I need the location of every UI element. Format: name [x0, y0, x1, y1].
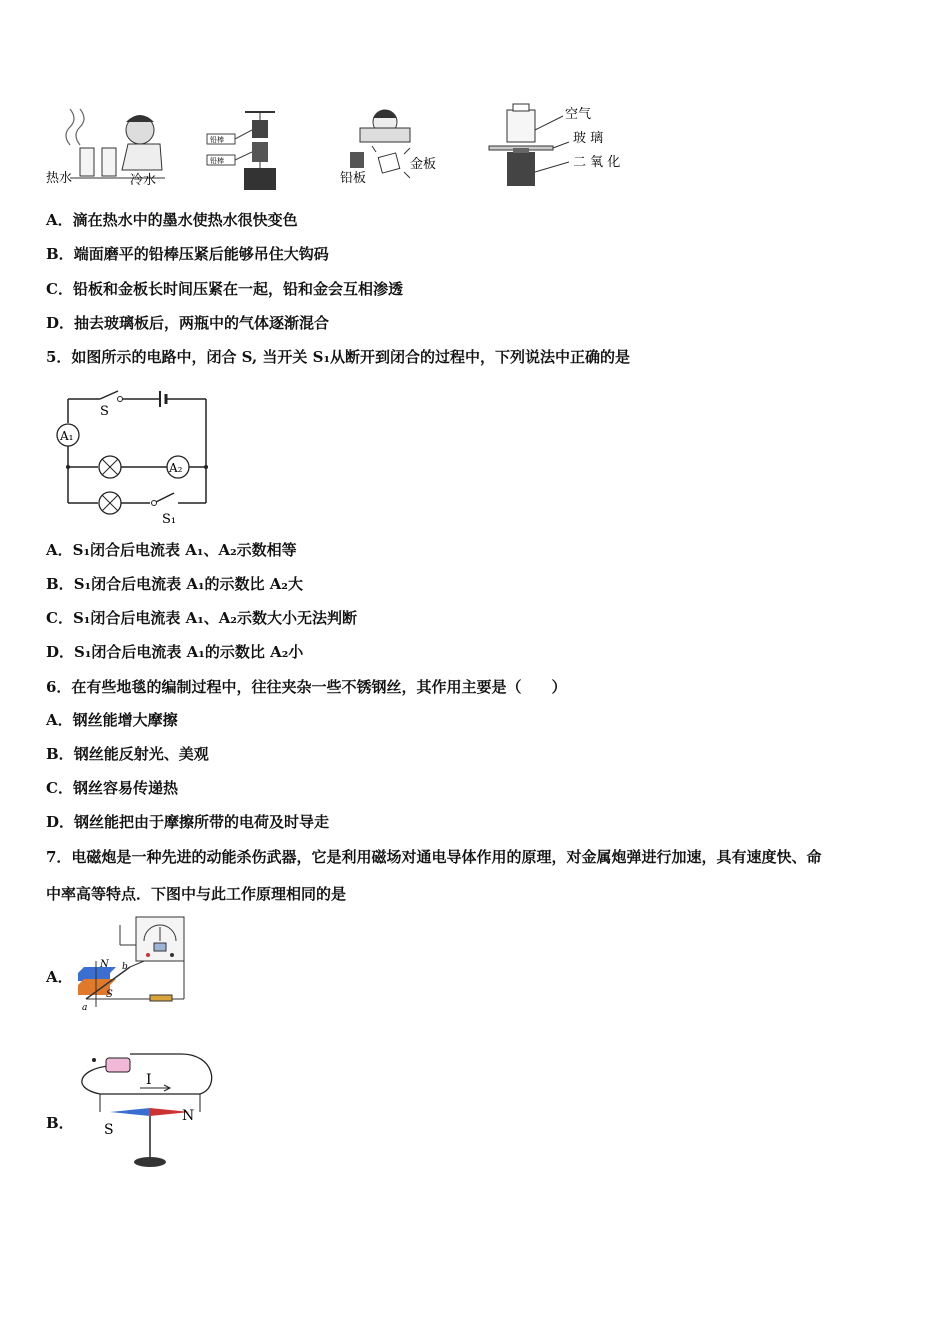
hot-cold-water-figure	[46, 109, 165, 188]
switch-s1	[156, 493, 174, 502]
q4-option-b: B．端面磨平的铅棒压紧后能够吊住大钩码	[46, 245, 329, 263]
label-a2: A₂	[169, 461, 183, 475]
fig1-label-cold: 冷水	[130, 173, 157, 188]
q5-circuit-diagram	[50, 385, 220, 530]
fig-b-label-s: S	[104, 1122, 114, 1138]
q6-option-b: B．钢丝能反射光、美观	[46, 745, 209, 763]
q6-option-c: C．钢丝容易传递热	[46, 779, 178, 797]
needle-south-icon	[110, 1108, 150, 1116]
lead-gold-plate-figure	[340, 110, 436, 186]
fig-b-label-i: I	[146, 1072, 152, 1088]
fig3-label-gold: 金板	[410, 157, 437, 172]
fig4-label-glass: 玻 璃	[573, 131, 604, 146]
q4-option-a: A．滴在热水中的墨水使热水很快变色	[46, 211, 298, 229]
label-a1: A₁	[60, 429, 74, 443]
q7-option-b-figure	[70, 1048, 220, 1172]
fig4-label-air: 空气	[565, 107, 592, 122]
q4-option-d: D．抽去玻璃板后，两瓶中的气体逐渐混合	[46, 314, 330, 332]
q4-option-c: C．铅板和金板长时间压紧在一起，铅和金会互相渗透	[46, 280, 403, 298]
q7-option-a-letter: A．	[46, 968, 73, 986]
q6-option-d: D．钢丝能把由于摩擦所带的电荷及时导走	[46, 813, 330, 831]
q5-option-b: B．S₁闭合后电流表 A₁的示数比 A₂大	[46, 575, 303, 593]
fig-a-label-a: a	[82, 1003, 88, 1011]
q7-option-b-letter: B．	[46, 1114, 74, 1132]
fig-b-label-n: N	[182, 1108, 195, 1124]
fig3-label-lead: 铅板	[340, 171, 367, 186]
q6-stem: 6．在有些地毯的编制过程中，往往夹杂一些不锈钢丝，其作用主要是（ ）	[46, 678, 567, 696]
switch-s	[100, 391, 118, 399]
fig2-label-bottom: 铅棒	[210, 157, 224, 165]
q4-figure-row	[40, 100, 640, 195]
magnet-north-icon	[78, 967, 116, 973]
q5-option-d: D．S₁闭合后电流表 A₁的示数比 A₂小	[46, 643, 304, 661]
battery-icon	[106, 1058, 130, 1072]
gas-bottles-figure	[489, 104, 620, 186]
fig2-label-top: 铅棒	[210, 136, 224, 144]
q5-option-c: C．S₁闭合后电流表 A₁、A₂示数大小无法判断	[46, 609, 357, 627]
q7-stem-line2: 中率高等特点．下图中与此工作原理相同的是	[46, 885, 347, 903]
q6-option-a: A．钢丝能增大摩擦	[46, 711, 178, 729]
fig4-label-co2: 二 氧 化	[573, 155, 621, 170]
fig1-label-hot: 热水	[46, 171, 73, 186]
label-s: S	[100, 404, 109, 419]
lead-rod-figure	[207, 112, 276, 190]
q5-option-a: A．S₁闭合后电流表 A₁、A₂示数相等	[46, 541, 297, 559]
fig-a-label-n: N	[100, 959, 109, 970]
fig-a-label-b: b	[122, 962, 128, 972]
q7-option-a-figure	[70, 915, 190, 1011]
q7-stem-line1: 7．电磁炮是一种先进的动能杀伤武器，它是利用磁场对通电导体作用的原理，对金属炮弹进行加速，具有速度快、命	[46, 848, 822, 866]
switch-icon	[150, 995, 172, 1001]
fig-a-label-s: S	[106, 989, 113, 1000]
label-s1: S₁	[162, 512, 177, 527]
q5-stem: 5．如图所示的电路中，闭合 S, 当开关 S₁从断开到闭合的过程中，下列说法中正确的是	[46, 348, 631, 366]
